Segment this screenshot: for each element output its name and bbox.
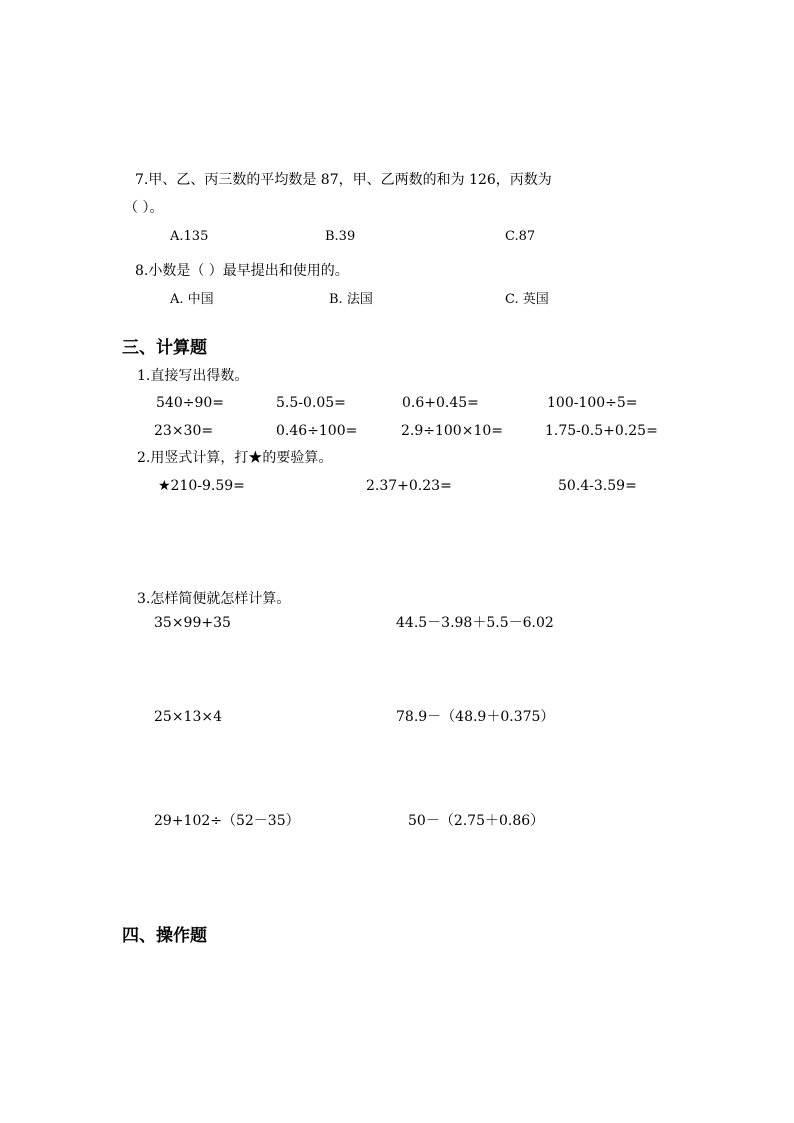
question-7-option-a: A.135 xyxy=(170,229,209,244)
section-4-title: 四、操作题 xyxy=(122,926,207,946)
vertical-calc-item: 50.4-3.59= xyxy=(558,478,637,494)
simplify-calc-item: 35×99+35 xyxy=(154,615,231,631)
question-7-option-b: B.39 xyxy=(325,229,356,244)
simplify-calc-item: 44.5－3.98＋5.5－6.02 xyxy=(396,615,554,631)
mental-calc-item: 0.6+0.45= xyxy=(402,395,479,411)
vertical-calc-item: ★210-9.59= xyxy=(158,478,245,494)
mental-calc-item: 0.46÷100= xyxy=(276,423,358,439)
simplify-calc-item: 50－（2.75＋0.86） xyxy=(408,813,545,829)
part-2-title: 2.用竖式计算，打★的要验算。 xyxy=(137,450,333,466)
question-7-text: 7.甲、乙、丙三数的平均数是 87，甲、乙两数的和为 126，丙数为 xyxy=(135,172,552,188)
simplify-calc-item: 78.9－（48.9＋0.375） xyxy=(396,709,555,725)
simplify-calc-item: 29+102÷（52－35） xyxy=(154,813,300,829)
simplify-calc-item: 25×13×4 xyxy=(154,709,222,725)
part-3-title: 3.怎样简便就怎样计算。 xyxy=(137,591,291,607)
vertical-calc-item: 2.37+0.23= xyxy=(366,478,452,494)
question-8-option-a: A. 中国 xyxy=(170,292,214,307)
section-3-title: 三、计算题 xyxy=(122,338,207,358)
question-8-option-c: C. 英国 xyxy=(505,292,549,307)
part-1-title: 1.直接写出得数。 xyxy=(137,368,249,384)
question-7-option-c: C.87 xyxy=(505,229,536,244)
question-7-blank: （ ）。 xyxy=(124,200,164,216)
question-8-text: 8.小数是（ ）最早提出和使用的。 xyxy=(135,263,349,279)
mental-calc-item: 100-100÷5= xyxy=(547,395,638,411)
mental-calc-item: 540÷90= xyxy=(156,395,224,411)
mental-calc-item: 23×30= xyxy=(154,423,214,439)
question-8-option-b: B. 法国 xyxy=(329,292,373,307)
mental-calc-item: 2.9÷100×10= xyxy=(401,423,503,439)
mental-calc-item: 1.75-0.5+0.25= xyxy=(545,423,658,439)
mental-calc-item: 5.5-0.05= xyxy=(276,395,346,411)
